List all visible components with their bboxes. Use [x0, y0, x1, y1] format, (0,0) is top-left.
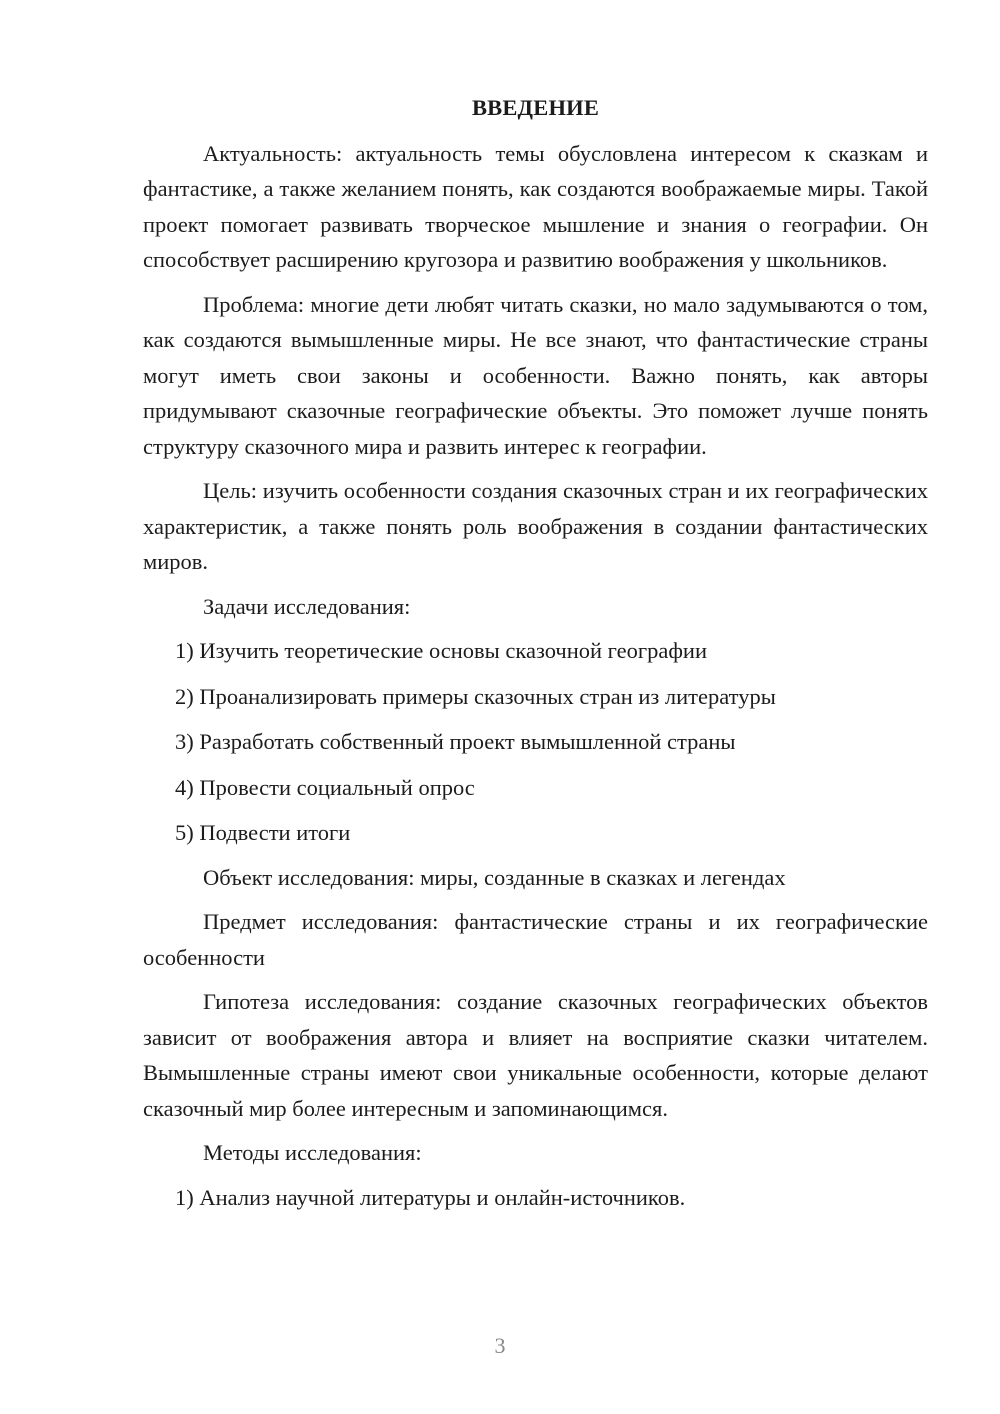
task-item: 3) Разработать собственный проект вымышленной страны — [175, 729, 736, 754]
section-title: ВВЕДЕНИЕ — [471, 95, 600, 120]
task-item: 4) Провести социальный опрос — [175, 774, 475, 800]
relevance-paragraph: Актуальность: актуальность темы обусловлена интересом к сказкам и фантастике, а также желанием понять, как создаются воображаемые миры. Такой проект помогает развивать творческое мышление и знания о географии. Он способствует расширению кругозора и развитию воображения у школьников. — [143, 140, 928, 272]
subject-paragraph: Предмет исследования: фантастические страны и их географические особенности — [143, 909, 928, 970]
document-page — [143, 90, 928, 1225]
object-paragraph: Объект исследования: миры, созданные в сказках и легендах — [203, 864, 786, 890]
method-item: 1) Анализ научной литературы и онлайн-источников. — [175, 1184, 686, 1210]
tasks-heading: Задачи исследования: — [203, 593, 411, 619]
task-item: 2) Проанализировать примеры сказочных стран из литературы — [175, 683, 776, 709]
hypothesis-paragraph: Гипотеза исследования: создание сказочных географических объектов зависит от воображения автора и влияет на восприятие сказки читателем. Вымышленные страны имеют свои уникальные особенности, которые делают сказочный мир более интересным и запоминающимся. — [143, 989, 928, 1121]
page-number: 3 — [494, 1333, 506, 1358]
goal-paragraph: Цель: изучить особенности создания сказочных стран и их географических характеристик, а также понять роль воображения в создании фантастических миров. — [143, 478, 928, 574]
task-item: 5) Подвести итоги — [175, 820, 351, 845]
task-item: 1) Изучить теоретические основы сказочной географии — [175, 638, 707, 663]
problem-paragraph: Проблема: многие дети любят читать сказки, но мало задумываются о том, как создаются вымышленные миры. Не все знают, что фантастические страны могут иметь свои законы и особенности. Важно понять, как авторы придумывают сказочные географические объекты. Это поможет лучше понять структуру сказочного мира и развить интерес к географии. — [143, 291, 928, 459]
methods-heading: Методы исследования: — [203, 1140, 422, 1165]
